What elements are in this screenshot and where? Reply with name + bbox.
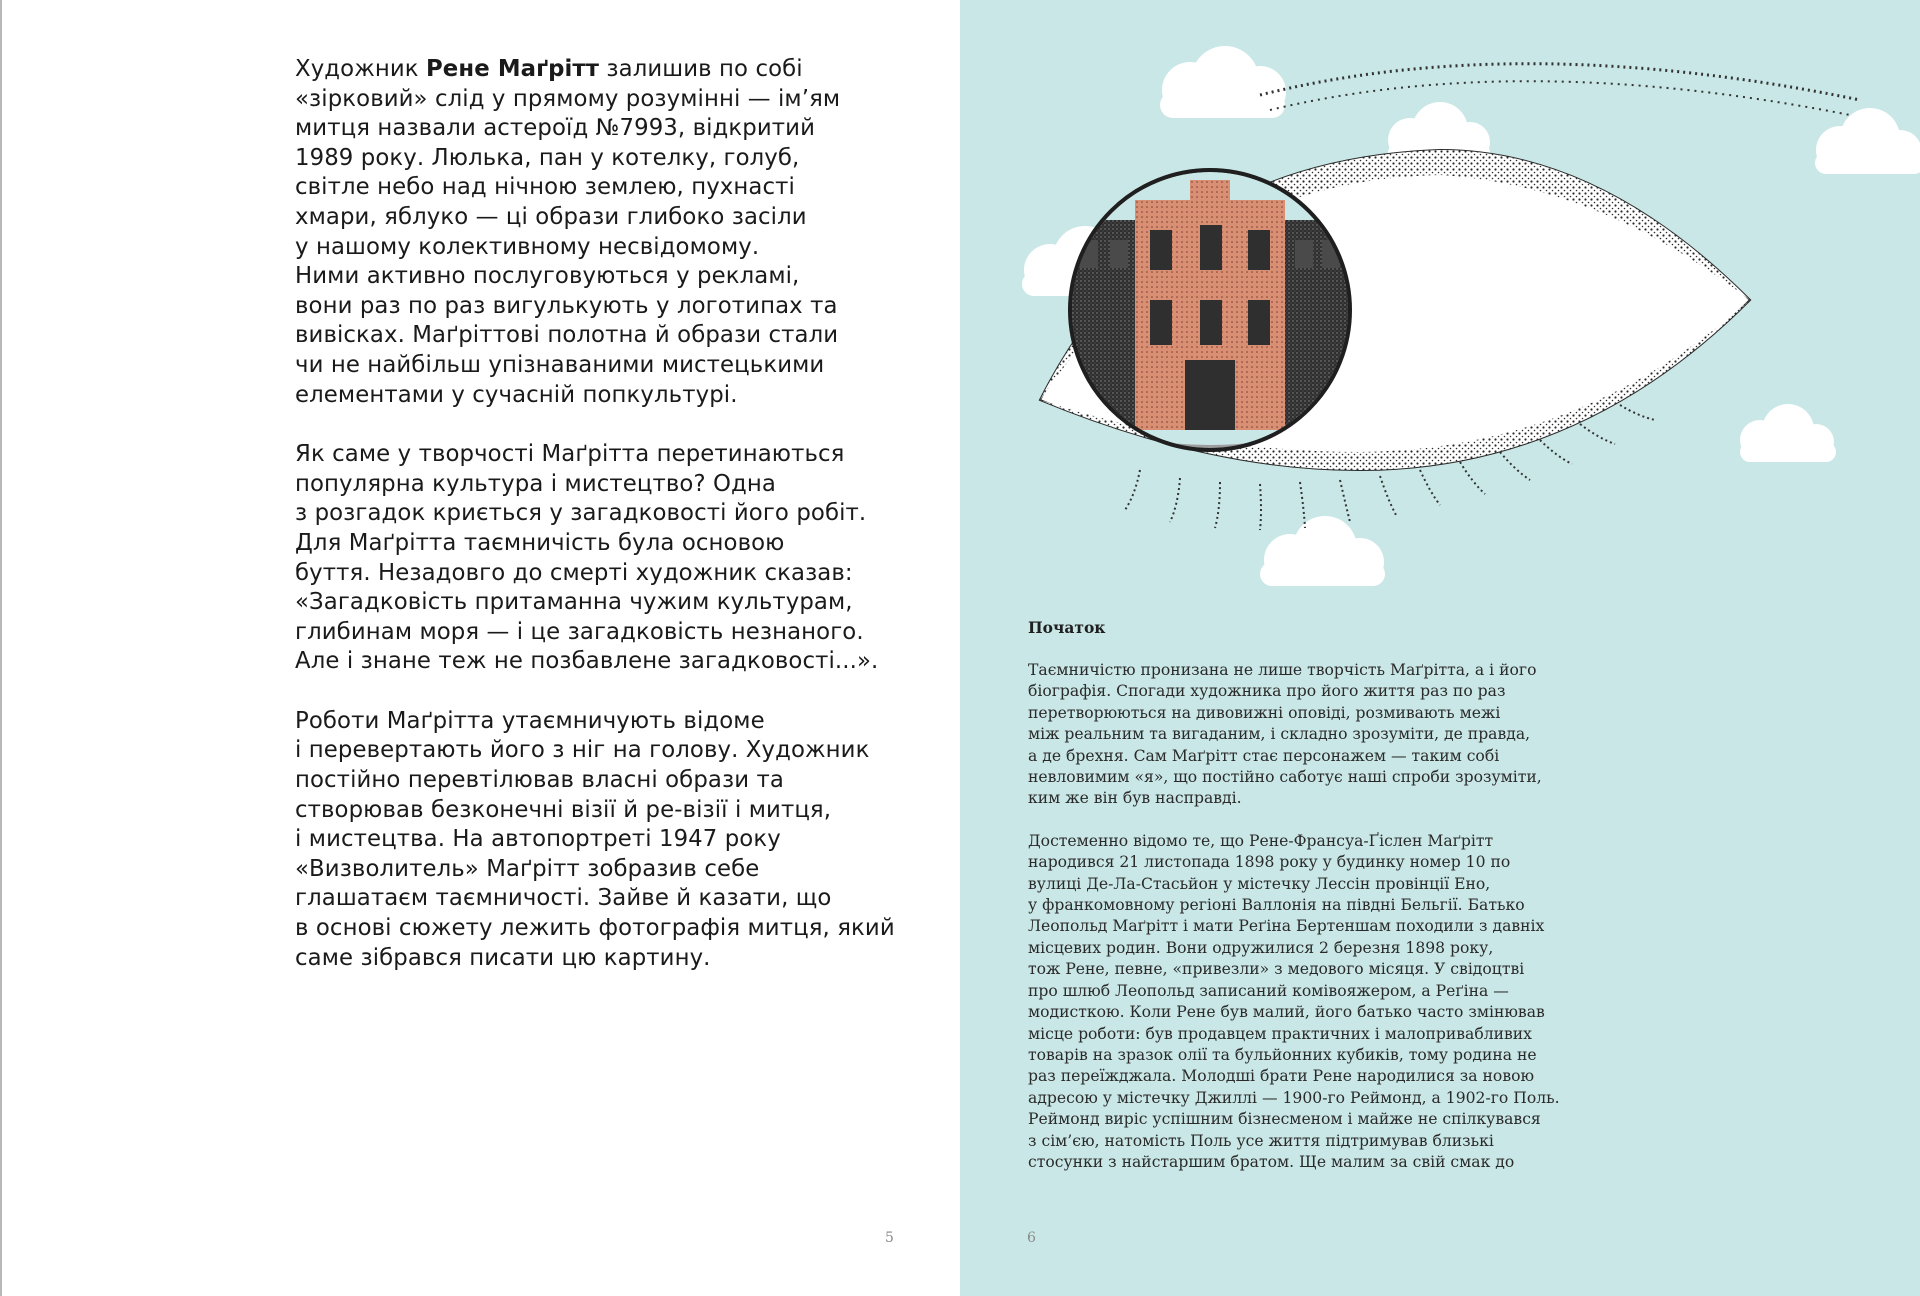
- text-line: з сім’єю, натомість Поль усе життя підтримував близькі: [1028, 1131, 1494, 1150]
- text-line: і мистецтва. На автопортреті 1947 року: [295, 826, 781, 853]
- text-line: глибинам моря — і це загадковість незнаного.: [295, 618, 864, 645]
- text-line: чи не найбільш упізнаваними мистецькими: [295, 351, 825, 378]
- text-line: постійно перевтілював власні образи та: [295, 767, 784, 794]
- left-page-text: [295, 55, 935, 1003]
- text-line: стосунки з найстаршим братом. Ще малим за свій смак до: [1028, 1152, 1515, 1171]
- text-line: митця назвали астероїд №7993, відкритий: [295, 115, 815, 142]
- text-line: Леопольд Маґрітт і мати Реґіна Бертеншам походили з давніх: [1028, 917, 1545, 936]
- cloud-shape: [1740, 404, 1836, 462]
- cloud-shape: [1815, 108, 1920, 174]
- text-line: глашатаєм таємничості. Зайве й казати, що: [295, 885, 832, 912]
- text-line: створював безконечні візії й ре-візії і митця,: [295, 796, 832, 823]
- right-paragraph-1: [1028, 660, 1628, 810]
- text-line: саме зібрався писати цю картину.: [295, 944, 711, 971]
- text-line: «зірковий» слід у прямому розумінні — ім’ям: [295, 85, 841, 112]
- eyebrow-stroke: [1260, 64, 1860, 100]
- text-line: біографія. Спогади художника про його життя раз по раз: [1028, 682, 1506, 701]
- text-line: буття. Незадовго до смерті художник сказав:: [295, 559, 853, 586]
- text-line: тож Рене, певне, «привезли» з медового місяця. У свідоцтві: [1028, 960, 1525, 979]
- text-line: а де брехня. Сам Маґрітт стає персонажем — таким собі: [1028, 746, 1500, 765]
- text-line: «Визволитель» Маґрітт зобразив себе: [295, 855, 760, 882]
- text-line: Реймонд виріс успішним бізнесменом і майже не спілкувався: [1028, 1110, 1541, 1129]
- text-line: товарів на зразок олії та бульйонних кубиків, тому родина не: [1028, 1045, 1537, 1064]
- text-line: Достеменно відомо те, що Рене-Франсуа-Ґіслен Маґрітт: [1028, 831, 1494, 850]
- text-line: раз переїжджала. Молодші брати Рене народилися за новою: [1028, 1067, 1535, 1086]
- text-line: адресою у містечку Джиллі — 1900-го Реймонд, а 1902-го Поль.: [1028, 1088, 1560, 1107]
- section-heading: Початок: [1028, 618, 1106, 637]
- text-line: Як саме у творчості Маґрітта перетинаються: [295, 441, 845, 468]
- cloud-shape: [1260, 516, 1385, 586]
- left-paragraph-3: [295, 707, 935, 973]
- text-line: модисткою. Коли Рене був малий, його батько часто змінював: [1028, 1003, 1545, 1022]
- text-line: ким же він був насправді.: [1028, 789, 1242, 808]
- text-line: перетворюються на дивовижні оповіді, розмивають межі: [1028, 703, 1501, 722]
- text-line: Художник Рене Маґрітт залишив по собі: [295, 56, 803, 82]
- eye-with-building-reflection-illustration: [960, 0, 1920, 600]
- text-line: в основі сюжету лежить фотографія митця, який: [295, 915, 895, 942]
- text-line: місце роботи: був продавцем практичних і малопривабливих: [1028, 1024, 1532, 1043]
- right-page-text: [1028, 660, 1628, 1194]
- text-line: народився 21 листопада 1898 року у будинку номер 10 по: [1028, 853, 1511, 872]
- right-page: [960, 0, 1920, 1296]
- text-line: вивісках. Маґріттові полотна й образи стали: [295, 322, 839, 349]
- text-line: світле небо над нічною землею, пухнасті: [295, 174, 795, 201]
- page-number-left: 5: [885, 1230, 894, 1246]
- text-line: у нашому колективному несвідомому.: [295, 233, 760, 260]
- text-line: Для Маґрітта таємничість була основою: [295, 529, 785, 556]
- text-line: у франкомовному регіоні Валлонія на півдні Бельгії. Батько: [1028, 896, 1525, 915]
- cloud-shape: [1160, 46, 1286, 118]
- artist-name-bold: Рене Маґрітт: [426, 56, 600, 82]
- text-line: невловимим «я», що постійно саботує наші спроби зрозуміти,: [1028, 768, 1542, 787]
- right-paragraph-2: [1028, 831, 1628, 1174]
- text-line: Таємничістю пронизана не лише творчість Маґрітта, а і його: [1028, 661, 1537, 679]
- text-line: Але і знане теж не позбавлене загадковості...».: [295, 648, 879, 675]
- text-line: «Загадковість притаманна чужим культурам,: [295, 589, 853, 616]
- text-line: 1989 року. Люлька, пан у котелку, голуб,: [295, 144, 800, 171]
- text-line: з розгадок криється у загадковості його робіт.: [295, 500, 867, 527]
- text-line: Ними активно послуговуються у рекламі,: [295, 263, 800, 290]
- text-line: вулиці Де-Ла-Стасьйон у містечку Лессін провінції Ено,: [1028, 874, 1491, 893]
- text-line: і перевертають його з ніг на голову. Художник: [295, 737, 870, 764]
- eyebrow-stroke: [1270, 81, 1850, 115]
- left-paragraph-2: [295, 440, 935, 677]
- left-paragraph-1: [295, 55, 935, 410]
- text-line: популярна культура і мистецтво? Одна: [295, 470, 776, 497]
- text-line: між реальним та вигаданим, і складно зрозуміти, де правда,: [1028, 725, 1531, 744]
- text-line: про шлюб Леопольд записаний комівояжером, а Реґіна —: [1028, 981, 1509, 1000]
- text-line: елементами у сучасній попкультурі.: [295, 381, 738, 408]
- text-line: вони раз по раз вигулькують у логотипах та: [295, 292, 838, 319]
- text-line: хмари, яблуко — ці образи глибоко засіли: [295, 203, 807, 230]
- text-line: Роботи Маґрітта утаємничують відоме: [295, 707, 765, 734]
- text-line: місцевих родин. Вони одружилися 2 березня 1898 року,: [1028, 938, 1494, 957]
- page-number-right: 6: [1027, 1230, 1036, 1246]
